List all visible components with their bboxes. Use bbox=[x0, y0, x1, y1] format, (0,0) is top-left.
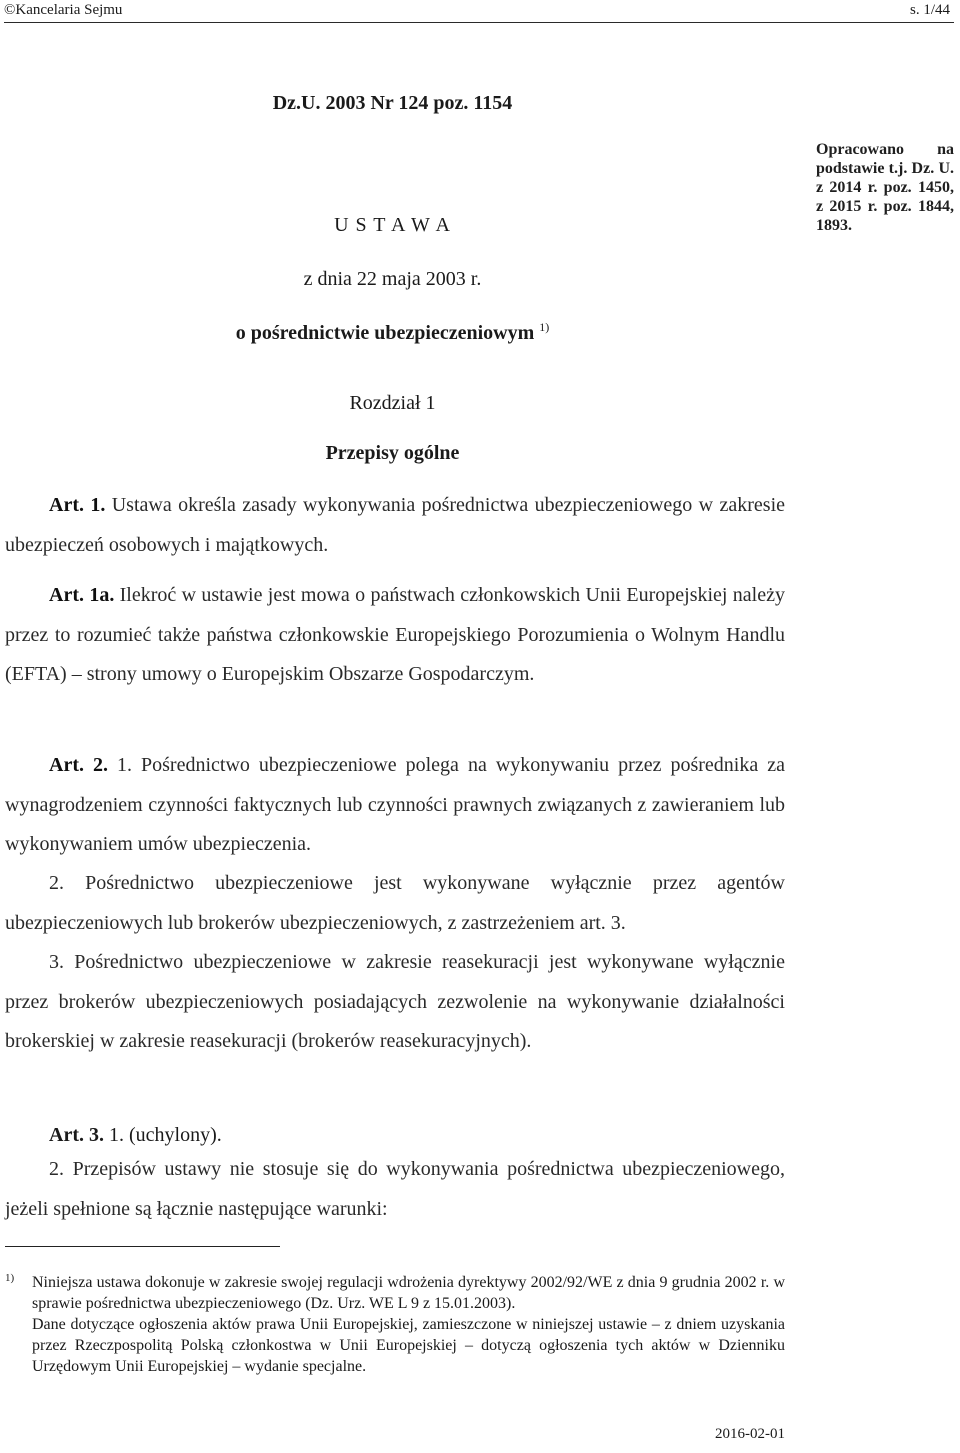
article-1 bbox=[5, 486, 785, 565]
publisher-label: ©Kancelaria Sejmu bbox=[4, 2, 123, 18]
article-text: Ilekroć w ustawie jest mowa o państwach członkowskich Unii Europejskiej należy przez to rozumieć także państwa członkowskie Europejskiego Porozumienia o Wolnym Handlu (EFTA) – strony umowy o Europejskim Obszarze Gospodarczym. bbox=[5, 584, 785, 685]
article-text: 1. Pośrednictwo ubezpieczeniowe polega na wykonywaniu przez pośrednika za wynagrodzeniem czynności faktycznych lub czynności prawnych związanych z zawieraniem lub wykonywaniem umów ubezpieczenia. bbox=[5, 754, 785, 855]
article-3-paragraph-1 bbox=[49, 1115, 222, 1155]
footnote-reference: 1) bbox=[539, 320, 550, 334]
article-2-paragraph-2: 2. Pośrednictwo ubezpieczeniowe jest wykonywane wyłącznie przez agentów ubezpieczeniowych lub brokerów ubezpieczeniowych, z zastrzeżeniem art. 3. bbox=[5, 872, 785, 934]
footnote bbox=[5, 1272, 785, 1377]
article-label: Art. 1a. bbox=[49, 584, 115, 606]
article-text: 1. (uchylony). bbox=[103, 1124, 222, 1146]
act-type-title: U S T A W A bbox=[334, 214, 451, 236]
article-2-paragraph-1 bbox=[5, 746, 785, 865]
footnote-text-publication: Dane dotyczące ogłoszenia aktów prawa Unii Europejskiej, zamieszczone w niniejszej ustawie – z dniem uzyskania przez Rzeczpospolitą Polską członkostwa w Unii Europejskiej – dotyczą ogłoszenia tych aktów w Dzienniku Urzędowym Unii Europejskiej – wydanie specjalne. bbox=[32, 1316, 785, 1375]
journal-reference: Dz.U. 2003 Nr 124 poz. 1154 bbox=[272, 92, 513, 114]
act-subject bbox=[0, 320, 785, 345]
act-subject-text: o pośrednictwie ubezpieczeniowym bbox=[235, 322, 535, 344]
footer-date: 2016-02-01 bbox=[715, 1426, 785, 1442]
article-1a bbox=[5, 576, 785, 695]
chapter-subtitle: Przepisy ogólne bbox=[325, 442, 460, 464]
footnote-mark: 1) bbox=[5, 1272, 15, 1284]
footnote-separator bbox=[5, 1246, 280, 1247]
article-label: Art. 2. bbox=[49, 754, 108, 776]
act-date: z dnia 22 maja 2003 r. bbox=[303, 268, 482, 290]
consolidation-note: Opracowano na podstawie t.j. Dz. U. z 2014 r. poz. 1450, z 2015 r. poz. 1844, 1893. bbox=[816, 141, 954, 234]
footnote-text-directive: Niniejsza ustawa dokonuje w zakresie swojej regulacji wdrożenia dyrektywy 2002/92/WE z dnia 9 grudnia 2002 r. w sprawie pośrednictwa ubezpieczeniowego (Dz. Urz. WE L 9 z 15.01.2003). bbox=[32, 1274, 785, 1312]
article-label: Art. 1. bbox=[49, 494, 106, 516]
page-number: s. 1/44 bbox=[909, 2, 950, 18]
article-3-paragraph-2: 2. Przepisów ustawy nie stosuje się do wykonywania pośrednictwa ubezpieczeniowego, jeżeli spełnione są łącznie następujące warunki: bbox=[5, 1158, 785, 1220]
article-2-paragraph-3: 3. Pośrednictwo ubezpieczeniowe w zakresie reasekuracji jest wykonywane wyłącznie przez brokerów ubezpieczeniowych posiadających zezwolenie na wykonywanie działalności brokerskiej w zakresie reasekuracji (brokerów reasekuracyjnych). bbox=[5, 951, 785, 1052]
page-header bbox=[4, 0, 954, 23]
article-text: Ustawa określa zasady wykonywania pośrednictwa ubezpieczeniowego w zakresie ubezpieczeń osobowych i majątkowych. bbox=[5, 494, 785, 556]
article-label: Art. 3. bbox=[49, 1124, 104, 1146]
chapter-title: Rozdział 1 bbox=[349, 392, 436, 414]
